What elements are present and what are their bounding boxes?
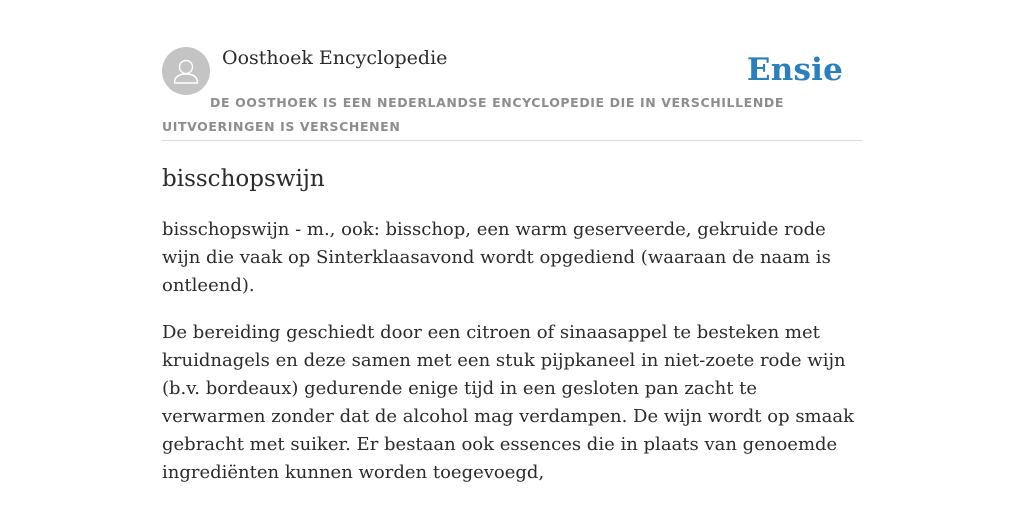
source-title[interactable]: Oosthoek Encyclopedie (222, 47, 448, 69)
source-description: DE OOSTHOEK IS EEN NEDERLANDSE ENCYCLOPEDIE DIE IN VERSCHILLENDE UITVOERINGEN IS VERSCHENEN (162, 95, 784, 134)
page-header (162, 46, 862, 141)
user-silhouette-icon[interactable] (162, 47, 210, 95)
entry-title: bisschopswijn (162, 166, 325, 192)
entry-paragraph: De bereiding geschiedt door een citroen of sinaasappel te besteken met kruidnagels en deze samen met een stuk pijpkaneel in niet-zoete rode wijn (b.v. bordeaux) gedurende enige tijd in een gesloten pan zacht te verwarmen zonder dat de alcohol mag verdampen. De wijn wordt op smaak gebracht met suiker. Er bestaan ook essences die in plaats van genoemde ingrediënten kunnen worden toegevoegd, (162, 322, 854, 483)
brand-logo[interactable]: Ensie (746, 52, 843, 88)
entry-article (162, 160, 862, 487)
entry-paragraph: bisschopswijn - m., ook: bisschop, een warm geserveerde, gekruide rode wijn die vaak op Sinterklaasavond wordt opgediend (waaraan de naam is ontleend). (162, 219, 831, 296)
